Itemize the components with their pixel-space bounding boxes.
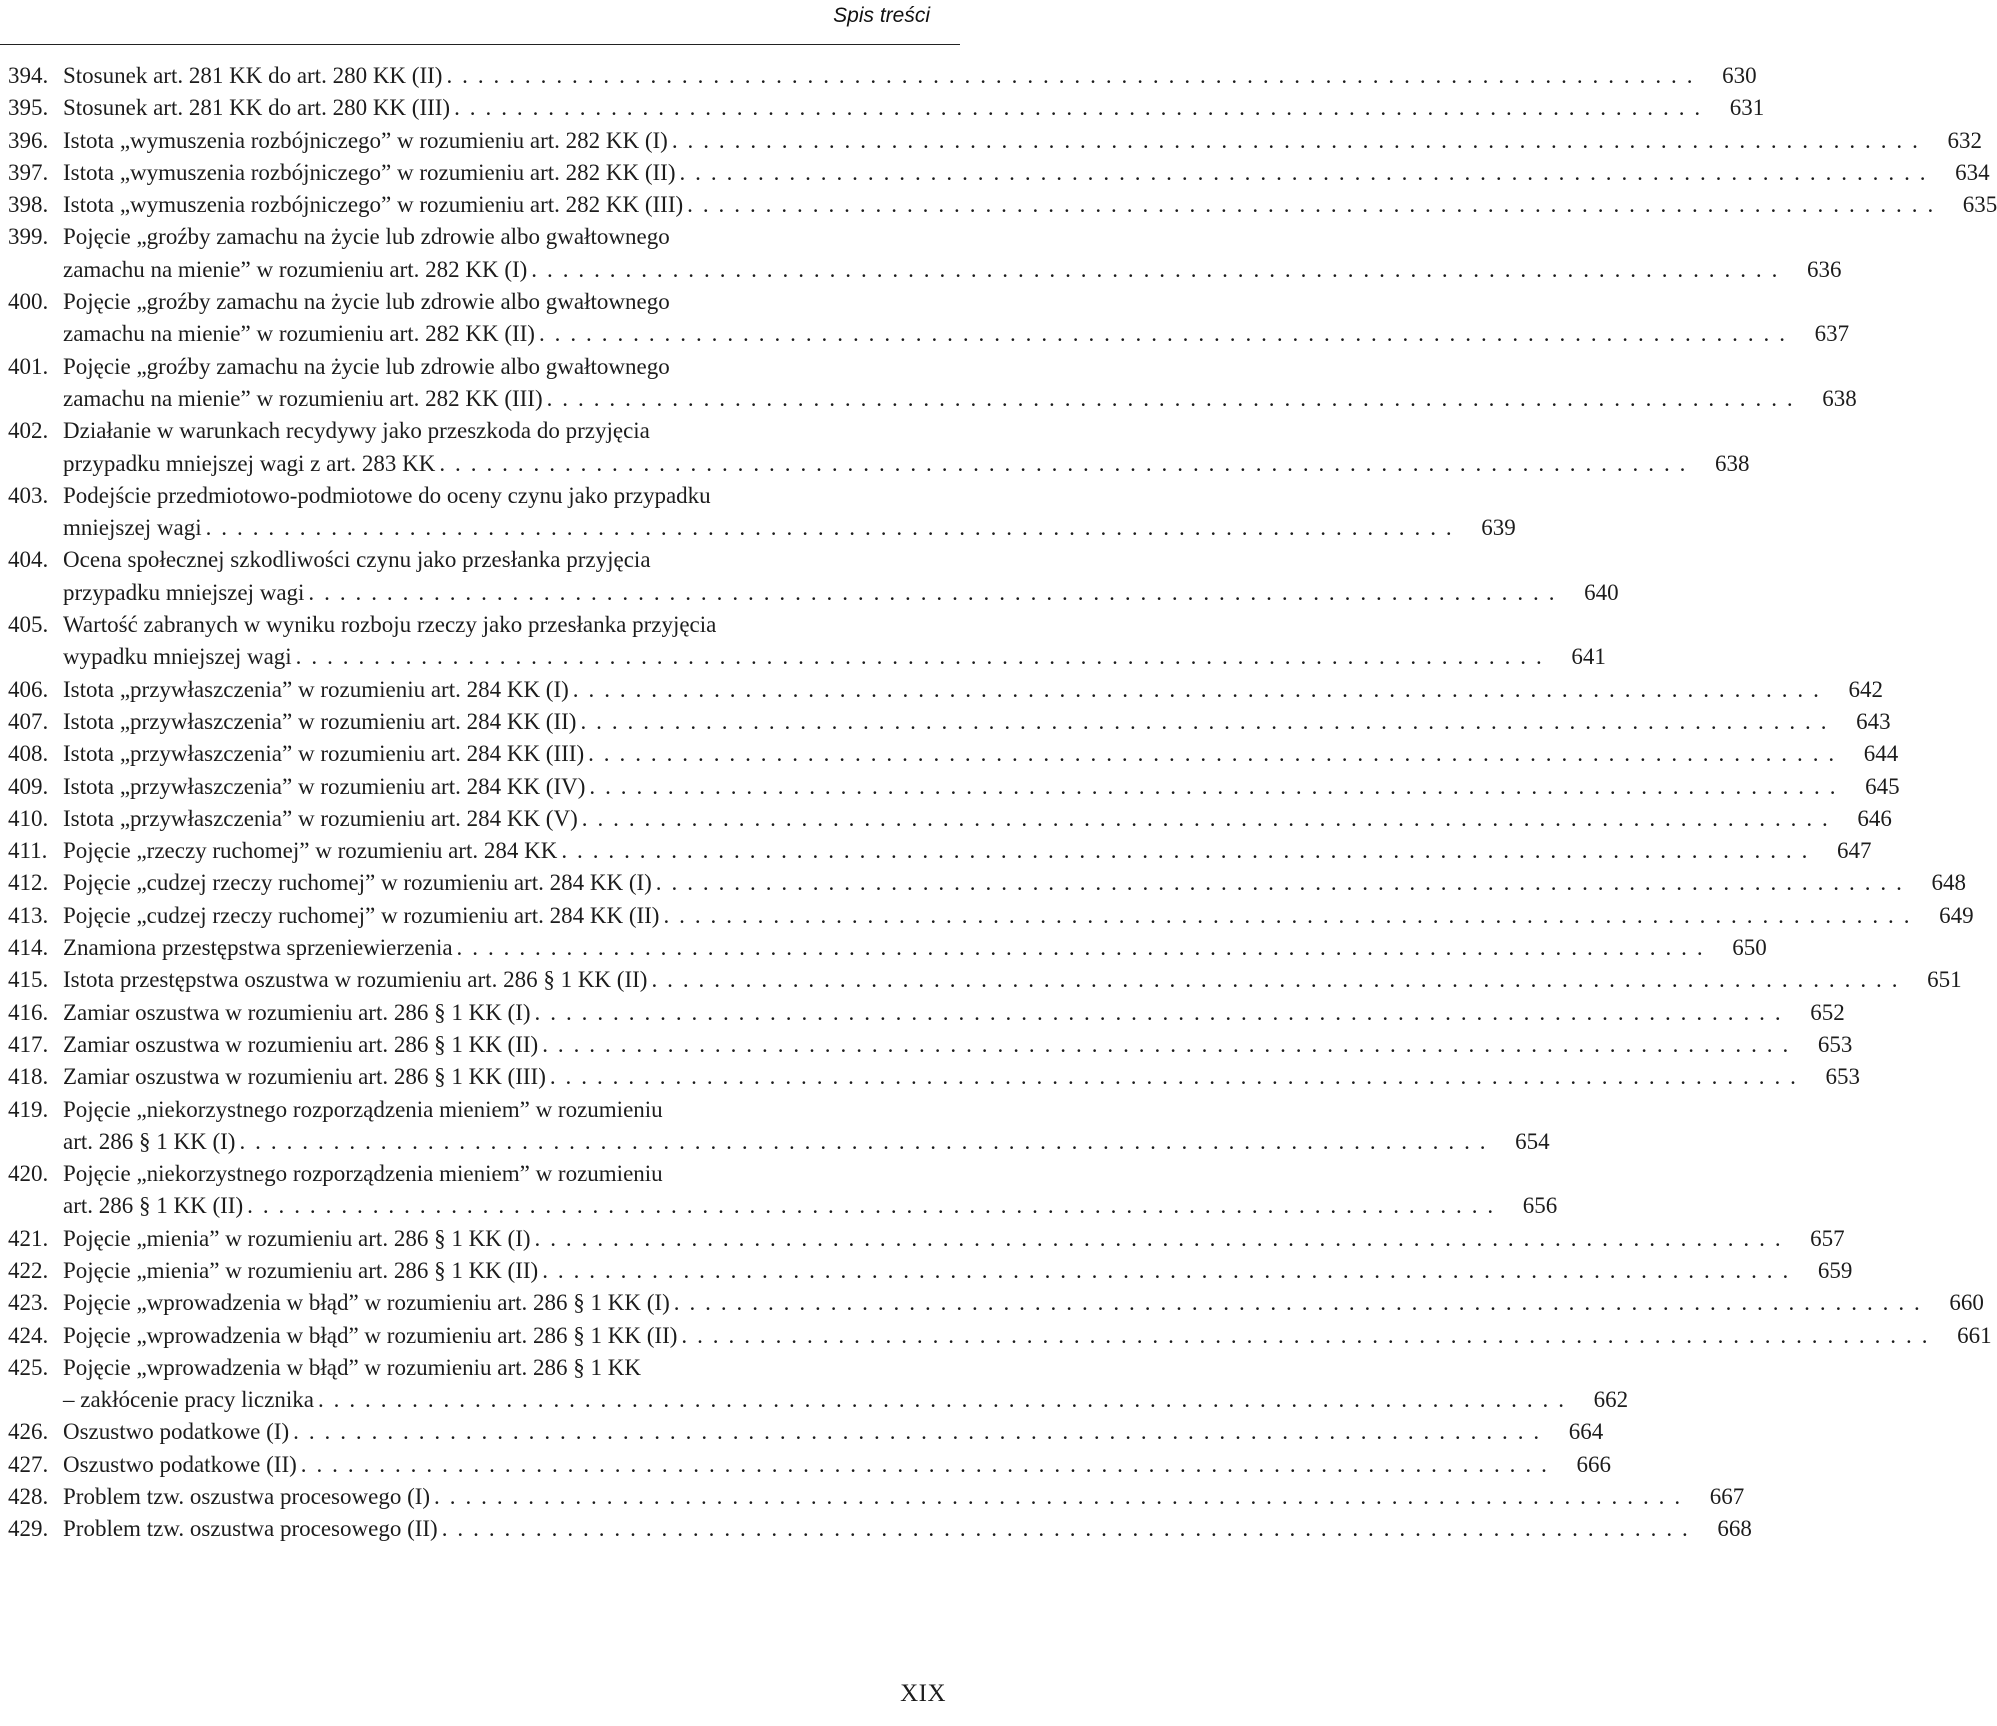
toc-entry[interactable] — [0, 1223, 1845, 1255]
dot-leader: . . . . . . . . . . . . . . . . . . . . . . . . . . . . . . . . . . . . . . . . . . . . . . . . . . . . . . . . . . . . . . . . . . . . . . . . . . . . . . . . — [687, 192, 1936, 218]
toc-entry-title: wypadku mniejszej wagi — [63, 644, 292, 670]
toc-entry-title: – zakłócenie pracy licznika — [63, 1387, 314, 1413]
dot-leader: . . . . . . . . . . . . . . . . . . . . . . . . . . . . . . . . . . . . . . . . . . . . . . . . . . . . . . . . . . . . . . . . . . . . . . . . . . . . . . . . — [663, 902, 1912, 928]
toc-entry-title-line: Pojęcie „niekorzystnego rozporządzenia mieniem” w rozumieniu — [63, 1161, 663, 1187]
toc-entry-title: Istota „przywłaszczenia” w rozumieniu art. 284 KK (I) — [63, 676, 569, 702]
toc-entry-number: 402. — [8, 418, 49, 444]
toc-entry-page-number[interactable]: 638 — [1822, 385, 1857, 411]
dot-leader: . . . . . . . . . . . . . . . . . . . . . . . . . . . . . . . . . . . . . . . . . . . . . . . . . . . . . . . . . . . . . . . . . . . . . . . . . . . . . . . . — [538, 321, 1788, 347]
toc-entry-title: Istota „wymuszenia rozbójniczego” w rozumieniu art. 282 KK (III) — [63, 192, 684, 218]
toc-entry-title-line: Pojęcie „groźby zamachu na życie lub zdrowie albo gwałtownego — [63, 224, 670, 250]
toc-entry-number: 413. — [8, 902, 49, 928]
page-folio: XIX — [900, 1680, 946, 1707]
toc-entry-page-number[interactable]: 634 — [1955, 159, 1990, 185]
toc-entry-number: 417. — [8, 1031, 49, 1057]
toc-entry-page-number[interactable]: 668 — [1717, 1516, 1752, 1542]
dot-leader: . . . . . . . . . . . . . . . . . . . . . . . . . . . . . . . . . . . . . . . . . . . . . . . . . . . . . . . . . . . . . . . . . . . . . . . . . . . . . . . . — [673, 1290, 1922, 1316]
toc-entry[interactable] — [0, 1287, 1984, 1319]
toc-entry-page-number[interactable]: 667 — [1709, 1484, 1745, 1510]
toc-entry-title: Istota „przywłaszczenia” w rozumieniu art. 284 KK (IV) — [63, 773, 586, 799]
toc-entry-title: Oszustwo podatkowe (II) — [63, 1451, 297, 1477]
toc-entry-number: 418. — [8, 1064, 49, 1090]
toc-entry-title: Zamiar oszustwa w rozumieniu art. 286 § 1 KK (III) — [63, 1064, 546, 1090]
toc-entry-title-line: Działanie w warunkach recydywy jako przeszkoda do przyjęcia — [63, 418, 650, 444]
toc-entry[interactable] — [0, 706, 1891, 738]
toc-entry-page-number[interactable]: 653 — [1817, 1031, 1853, 1057]
dot-leader: . . . . . . . . . . . . . . . . . . . . . . . . . . . . . . . . . . . . . . . . . . . . . . . . . . . . . . . . . . . . . . . . . . . . . . . . . . . . . . . . — [456, 935, 1705, 961]
toc-entry-page-number[interactable]: 652 — [1810, 999, 1845, 1025]
toc-entry[interactable] — [0, 997, 1845, 1029]
toc-entry[interactable] — [0, 900, 1974, 932]
header-rule — [0, 44, 960, 45]
toc-entry-number: 427. — [8, 1451, 49, 1477]
toc-entry[interactable] — [0, 480, 1516, 545]
toc-entry[interactable] — [0, 1449, 1611, 1481]
toc-entry-title: zamachu na mienie” w rozumieniu art. 282 KK (II) — [63, 321, 535, 347]
toc-entry-number: 403. — [8, 482, 49, 508]
toc-entry-page-number[interactable]: 651 — [1927, 967, 1962, 993]
toc-entry-number: 412. — [8, 870, 49, 896]
dot-leader: . . . . . . . . . . . . . . . . . . . . . . . . . . . . . . . . . . . . . . . . . . . . . . . . . . . . . . . . . . . . . . . . . . . . . . . . . . . . . . . . — [549, 1064, 1799, 1090]
toc-entry[interactable] — [0, 415, 1750, 480]
toc-entry[interactable] — [0, 1352, 1629, 1417]
dot-leader: . . . . . . . . . . . . . . . . . . . . . . . . . . . . . . . . . . . . . . . . . . . . . . . . . . . . . . . . . . . . . . . . . . . . . . . . . . . . . . . . — [446, 63, 1695, 88]
toc-entry[interactable] — [0, 286, 1850, 351]
toc-entry-page-number[interactable]: 661 — [1957, 1322, 1992, 1348]
toc-entry-page-number[interactable]: 643 — [1856, 708, 1891, 734]
toc-entry-number: 429. — [8, 1516, 49, 1542]
dot-leader: . . . . . . . . . . . . . . . . . . . . . . . . . . . . . . . . . . . . . . . . . . . . . . . . . . . . . . . . . . . . . . . . . . . . . . . . . . . . . . . . — [681, 1322, 1930, 1348]
toc-entry-title: Pojęcie „rzeczy ruchomej” w rozumieniu art. 284 KK — [63, 838, 558, 864]
toc-entry-number: 409. — [8, 773, 49, 799]
toc-entry[interactable] — [0, 803, 1892, 835]
toc-entry-page-number[interactable]: 646 — [1857, 805, 1892, 831]
toc-entry-page-number[interactable]: 660 — [1949, 1290, 1984, 1316]
toc-entry-title: zamachu na mienie” w rozumieniu art. 282 KK (III) — [63, 385, 543, 411]
toc-entry-number: 419. — [8, 1096, 49, 1122]
dot-leader: . . . . . . . . . . . . . . . . . . . . . . . . . . . . . . . . . . . . . . . . . . . . . . . . . . . . . . . . . . . . . . . . . . . . . . . . . . . . . . . . — [441, 1516, 1690, 1542]
toc-entry-number: 405. — [8, 612, 49, 638]
toc-entry-title-line: Wartość zabranych w wyniku rozboju rzeczy jako przesłanka przyjęcia — [63, 612, 717, 638]
dot-leader: . . . . . . . . . . . . . . . . . . . . . . . . . . . . . . . . . . . . . . . . . . . . . . . . . . . . . . . . . . . . . . . . . . . . . . . . . . . . . . . . — [580, 708, 1829, 734]
toc-entry-number: 406. — [8, 676, 49, 702]
toc-entry-page-number[interactable]: 657 — [1810, 1225, 1845, 1251]
toc-entry-title: Istota przestępstwa oszustwa w rozumieniu art. 286 § 1 KK (II) — [63, 967, 648, 993]
toc-entry-page-number[interactable]: 644 — [1863, 741, 1899, 767]
toc-entry-number: 426. — [8, 1419, 49, 1445]
dot-leader: . . . . . . . . . . . . . . . . . . . . . . . . . . . . . . . . . . . . . . . . . . . . . . . . . . . . . . . . . . . . . . . . . . . . . . . . . . . . . . . . — [205, 515, 1454, 541]
dot-leader: . . . . . . . . . . . . . . . . . . . . . . . . . . . . . . . . . . . . . . . . . . . . . . . . . . . . . . . . . . . . . . . . . . . . . . . . . . . . . . . . — [534, 999, 1783, 1025]
dot-leader: . . . . . . . . . . . . . . . . . . . . . . . . . . . . . . . . . . . . . . . . . . . . . . . . . . . . . . . . . . . . . . . . . . . . . . . . . . . . . . . . — [561, 838, 1810, 864]
dot-leader: . . . . . . . . . . . . . . . . . . . . . . . . . . . . . . . . . . . . . . . . . . . . . . . . . . . . . . . . . . . . . . . . . . . . . . . . . . . . . . . . — [308, 579, 1557, 605]
toc-entry[interactable] — [0, 1029, 1853, 1061]
toc-entry-title: Istota „wymuszenia rozbójniczego” w rozumieniu art. 282 KK (II) — [63, 159, 676, 185]
dot-leader: . . . . . . . . . . . . . . . . . . . . . . . . . . . . . . . . . . . . . . . . . . . . . . . . . . . . . . . . . . . . . . . . . . . . . . . . . . . . . . . . — [542, 1257, 1791, 1283]
toc-entry-title: zamachu na mienie” w rozumieniu art. 282 KK (I) — [63, 256, 528, 282]
toc-entry[interactable] — [0, 867, 1966, 899]
toc-entry-title: Istota „przywłaszczenia” w rozumieniu art. 284 KK (II) — [63, 708, 577, 734]
toc-entry-number: 396. — [8, 127, 49, 153]
toc-entry-page-number[interactable]: 666 — [1576, 1451, 1611, 1477]
toc-entry[interactable] — [0, 674, 1883, 706]
toc-entry-title: art. 286 § 1 KK (II) — [63, 1193, 244, 1219]
toc-entry-title: Pojęcie „cudzej rzeczy ruchomej” w rozumieniu art. 284 KK (II) — [63, 902, 660, 928]
toc-entry-title: Pojęcie „mienia” w rozumieniu art. 286 § 1 KK (II) — [63, 1257, 539, 1283]
running-head-title: Spis treści — [833, 4, 930, 27]
toc-entry-title-line: Ocena społecznej szkodliwości czynu jako przesłanka przyjęcia — [63, 547, 651, 573]
toc-entry-number: 422. — [8, 1257, 49, 1283]
toc-entry-title: mniejszej wagi — [63, 515, 202, 541]
toc-entry-page-number[interactable]: 631 — [1729, 95, 1765, 121]
toc-entry[interactable] — [0, 1513, 1752, 1545]
dot-leader: . . . . . . . . . . . . . . . . . . . . . . . . . . . . . . . . . . . . . . . . . . . . . . . . . . . . . . . . . . . . . . . . . . . . . . . . . . . . . . . . — [546, 385, 1795, 411]
dot-leader: . . . . . . . . . . . . . . . . . . . . . . . . . . . . . . . . . . . . . . . . . . . . . . . . . . . . . . . . . . . . . . . . . . . . . . . . . . . . . . . . — [247, 1193, 1496, 1219]
toc-entry[interactable] — [0, 351, 1857, 416]
toc-entry-title: Zamiar oszustwa w rozumieniu art. 286 § 1 KK (I) — [63, 999, 531, 1025]
toc-entry-title: Stosunek art. 281 KK do art. 280 KK (III) — [63, 95, 451, 121]
toc-entry-number: 404. — [8, 547, 49, 573]
dot-leader: . . . . . . . . . . . . . . . . . . . . . . . . . . . . . . . . . . . . . . . . . . . . . . . . . . . . . . . . . . . . . . . . . . . . . . . . . . . . . . . . — [293, 1419, 1542, 1445]
dot-leader: . . . . . . . . . . . . . . . . . . . . . . . . . . . . . . . . . . . . . . . . . . . . . . . . . . . . . . . . . . . . . . . . . . . . . . . . . . . . . . . . — [317, 1387, 1567, 1413]
toc-entry-title: Stosunek art. 281 KK do art. 280 KK (II) — [63, 63, 443, 88]
toc-entry-page-number[interactable]: 659 — [1817, 1257, 1853, 1283]
toc-entry-page-number[interactable]: 635 — [1962, 192, 1997, 218]
toc-entry-page-number[interactable]: 637 — [1814, 321, 1850, 347]
toc-entry[interactable] — [0, 125, 1982, 157]
toc-entry[interactable] — [0, 1094, 1550, 1159]
dot-leader: . . . . . . . . . . . . . . . . . . . . . . . . . . . . . . . . . . . . . . . . . . . . . . . . . . . . . . . . . . . . . . . . . . . . . . . . . . . . . . . . — [542, 1031, 1791, 1057]
toc-entry-number: 423. — [8, 1290, 49, 1316]
dot-leader: . . . . . . . . . . . . . . . . . . . . . . . . . . . . . . . . . . . . . . . . . . . . . . . . . . . . . . . . . . . . . . . . . . . . . . . . . . . . . . . . — [531, 256, 1780, 282]
toc-entry-title: Problem tzw. oszustwa procesowego (II) — [63, 1516, 438, 1542]
dot-leader: . . . . . . . . . . . . . . . . . . . . . . . . . . . . . . . . . . . . . . . . . . . . . . . . . . . . . . . . . . . . . . . . . . . . . . . . . . . . . . . . — [434, 1484, 1683, 1510]
toc-entry-page-number[interactable]: 647 — [1836, 838, 1872, 864]
toc-entry-page-number[interactable]: 639 — [1481, 515, 1516, 541]
toc-entry[interactable] — [0, 221, 1842, 286]
dot-leader: . . . . . . . . . . . . . . . . . . . . . . . . . . . . . . . . . . . . . . . . . . . . . . . . . . . . . . . . . . . . . . . . . . . . . . . . . . . . . . . . — [454, 95, 1703, 121]
dot-leader: . . . . . . . . . . . . . . . . . . . . . . . . . . . . . . . . . . . . . . . . . . . . . . . . . . . . . . . . . . . . . . . . . . . . . . . . . . . . . . . . — [239, 1128, 1488, 1154]
toc-entry-page-number[interactable]: 650 — [1732, 935, 1767, 961]
toc-entry-number: 414. — [8, 935, 49, 961]
toc-entry-title-line: Podejście przedmiotowo-podmiotowe do oceny czynu jako przypadku — [63, 482, 711, 508]
toc-entry-number: 415. — [8, 967, 49, 993]
toc-entry[interactable] — [0, 1320, 1992, 1352]
dot-leader: . . . . . . . . . . . . . . . . . . . . . . . . . . . . . . . . . . . . . . . . . . . . . . . . . . . . . . . . . . . . . . . . . . . . . . . . . . . . . . . . — [534, 1225, 1783, 1251]
toc-entry-page-number[interactable]: 636 — [1806, 256, 1842, 282]
toc-entry-number: 398. — [8, 192, 49, 218]
toc-entry[interactable] — [0, 1158, 1558, 1223]
toc-entry-title: Istota „wymuszenia rozbójniczego” w rozumieniu art. 282 KK (I) — [63, 127, 668, 153]
table-of-contents — [0, 60, 1997, 1546]
toc-entry-title: Pojęcie „cudzej rzeczy ruchomej” w rozumieniu art. 284 KK (I) — [63, 870, 652, 896]
toc-entry-page-number[interactable]: 653 — [1825, 1064, 1861, 1090]
toc-entry[interactable] — [0, 771, 1900, 803]
toc-entry-title: Znamiona przestępstwa sprzeniewierzenia — [63, 935, 453, 961]
toc-entry-number: 407. — [8, 708, 49, 734]
toc-entry-number: 399. — [8, 224, 49, 250]
toc-entry-number: 416. — [8, 999, 49, 1025]
dot-leader: . . . . . . . . . . . . . . . . . . . . . . . . . . . . . . . . . . . . . . . . . . . . . . . . . . . . . . . . . . . . . . . . . . . . . . . . . . . . . . . . — [295, 644, 1544, 670]
toc-entry-page-number[interactable]: 632 — [1947, 127, 1982, 153]
toc-entry-number: 410. — [8, 805, 49, 831]
toc-entry-title: Oszustwo podatkowe (I) — [63, 1419, 290, 1445]
toc-entry-page-number[interactable]: 649 — [1939, 902, 1974, 928]
toc-entry-title: Problem tzw. oszustwa procesowego (I) — [63, 1484, 431, 1510]
toc-entry-title-line: Pojęcie „wprowadzenia w błąd” w rozumieniu art. 286 § 1 KK — [63, 1354, 642, 1380]
dot-leader: . . . . . . . . . . . . . . . . . . . . . . . . . . . . . . . . . . . . . . . . . . . . . . . . . . . . . . . . . . . . . . . . . . . . . . . . . . . . . . . . — [651, 967, 1900, 993]
toc-entry-number: 425. — [8, 1354, 49, 1380]
toc-entry-number: 395. — [8, 95, 49, 121]
toc-entry[interactable] — [0, 157, 1990, 189]
dot-leader: . . . . . . . . . . . . . . . . . . . . . . . . . . . . . . . . . . . . . . . . . . . . . . . . . . . . . . . . . . . . . . . . . . . . . . . . . . . . . . . . — [588, 741, 1837, 767]
toc-entry[interactable] — [0, 932, 1767, 964]
toc-entry[interactable] — [0, 1061, 1861, 1093]
dot-leader: . . . . . . . . . . . . . . . . . . . . . . . . . . . . . . . . . . . . . . . . . . . . . . . . . . . . . . . . . . . . . . . . . . . . . . . . . . . . . . . . — [679, 159, 1928, 185]
toc-entry-number: 400. — [8, 289, 49, 315]
toc-entry-number: 428. — [8, 1484, 49, 1510]
toc-entry[interactable] — [0, 1481, 1745, 1513]
toc-entry[interactable] — [0, 1255, 1853, 1287]
toc-entry-title: przypadku mniejszej wagi z art. 283 KK — [63, 450, 436, 476]
toc-entry-number: 420. — [8, 1161, 49, 1187]
toc-entry-title-line: Pojęcie „groźby zamachu na życie lub zdrowie albo gwałtownego — [63, 353, 670, 379]
toc-entry-page-number[interactable]: 645 — [1865, 773, 1900, 799]
toc-entry-number: 401. — [8, 353, 49, 379]
toc-entry[interactable] — [0, 544, 1619, 609]
toc-entry-title: Pojęcie „wprowadzenia w błąd” w rozumieniu art. 286 § 1 KK (II) — [63, 1322, 678, 1348]
toc-entry[interactable] — [0, 60, 1757, 92]
toc-entry-page-number[interactable]: 641 — [1571, 644, 1606, 670]
toc-entry-number: 424. — [8, 1322, 49, 1348]
toc-entry-number: 394. — [8, 63, 49, 88]
toc-entry-page-number[interactable]: 640 — [1584, 579, 1619, 605]
toc-entry[interactable] — [0, 189, 1997, 221]
toc-entry-page-number[interactable]: 642 — [1848, 676, 1883, 702]
toc-entry[interactable] — [0, 1416, 1604, 1448]
dot-leader: . . . . . . . . . . . . . . . . . . . . . . . . . . . . . . . . . . . . . . . . . . . . . . . . . . . . . . . . . . . . . . . . . . . . . . . . . . . . . . . . — [439, 450, 1688, 476]
toc-entry-page-number[interactable]: 656 — [1522, 1193, 1558, 1219]
toc-entry-title: Istota „przywłaszczenia” w rozumieniu art. 284 KK (V) — [63, 805, 578, 831]
dot-leader: . . . . . . . . . . . . . . . . . . . . . . . . . . . . . . . . . . . . . . . . . . . . . . . . . . . . . . . . . . . . . . . . . . . . . . . . . . . . . . . . — [300, 1451, 1549, 1477]
toc-entry-title: Pojęcie „wprowadzenia w błąd” w rozumieniu art. 286 § 1 KK (I) — [63, 1290, 670, 1316]
toc-entry-page-number[interactable]: 664 — [1568, 1419, 1604, 1445]
toc-entry-number: 408. — [8, 741, 49, 767]
toc-entry-page-number[interactable]: 654 — [1515, 1128, 1550, 1154]
dot-leader: . . . . . . . . . . . . . . . . . . . . . . . . . . . . . . . . . . . . . . . . . . . . . . . . . . . . . . . . . . . . . . . . . . . . . . . . . . . . . . . . — [589, 773, 1838, 799]
dot-leader: . . . . . . . . . . . . . . . . . . . . . . . . . . . . . . . . . . . . . . . . . . . . . . . . . . . . . . . . . . . . . . . . . . . . . . . . . . . . . . . . — [655, 870, 1904, 896]
dot-leader: . . . . . . . . . . . . . . . . . . . . . . . . . . . . . . . . . . . . . . . . . . . . . . . . . . . . . . . . . . . . . . . . . . . . . . . . . . . . . . . . — [581, 805, 1830, 831]
toc-entry-title-line: Pojęcie „groźby zamachu na życie lub zdrowie albo gwałtownego — [63, 289, 670, 315]
toc-entry[interactable] — [0, 835, 1872, 867]
toc-entry-title: Zamiar oszustwa w rozumieniu art. 286 § 1 KK (II) — [63, 1031, 539, 1057]
dot-leader: . . . . . . . . . . . . . . . . . . . . . . . . . . . . . . . . . . . . . . . . . . . . . . . . . . . . . . . . . . . . . . . . . . . . . . . . . . . . . . . . — [572, 676, 1821, 702]
toc-entry-page-number[interactable]: 638 — [1715, 450, 1750, 476]
dot-leader: . . . . . . . . . . . . . . . . . . . . . . . . . . . . . . . . . . . . . . . . . . . . . . . . . . . . . . . . . . . . . . . . . . . . . . . . . . . . . . . . — [671, 127, 1920, 153]
toc-entry-title: Istota „przywłaszczenia” w rozumieniu art. 284 KK (III) — [63, 741, 585, 767]
toc-entry[interactable] — [0, 92, 1765, 124]
toc-entry-number: 397. — [8, 159, 49, 185]
toc-entry-page-number[interactable]: 648 — [1931, 870, 1966, 896]
toc-entry[interactable] — [0, 738, 1899, 770]
toc-entry-number: 421. — [8, 1225, 49, 1251]
toc-entry[interactable] — [0, 609, 1606, 674]
toc-entry-title: art. 286 § 1 KK (I) — [63, 1128, 236, 1154]
toc-entry-page-number[interactable]: 630 — [1722, 63, 1757, 88]
toc-entry-title: Pojęcie „mienia” w rozumieniu art. 286 § 1 KK (I) — [63, 1225, 531, 1251]
toc-entry-title: przypadku mniejszej wagi — [63, 579, 305, 605]
toc-entry[interactable] — [0, 964, 1962, 996]
toc-entry-title-line: Pojęcie „niekorzystnego rozporządzenia mieniem” w rozumieniu — [63, 1096, 663, 1122]
toc-entry-number: 411. — [8, 838, 48, 864]
toc-entry-page-number[interactable]: 662 — [1593, 1387, 1629, 1413]
